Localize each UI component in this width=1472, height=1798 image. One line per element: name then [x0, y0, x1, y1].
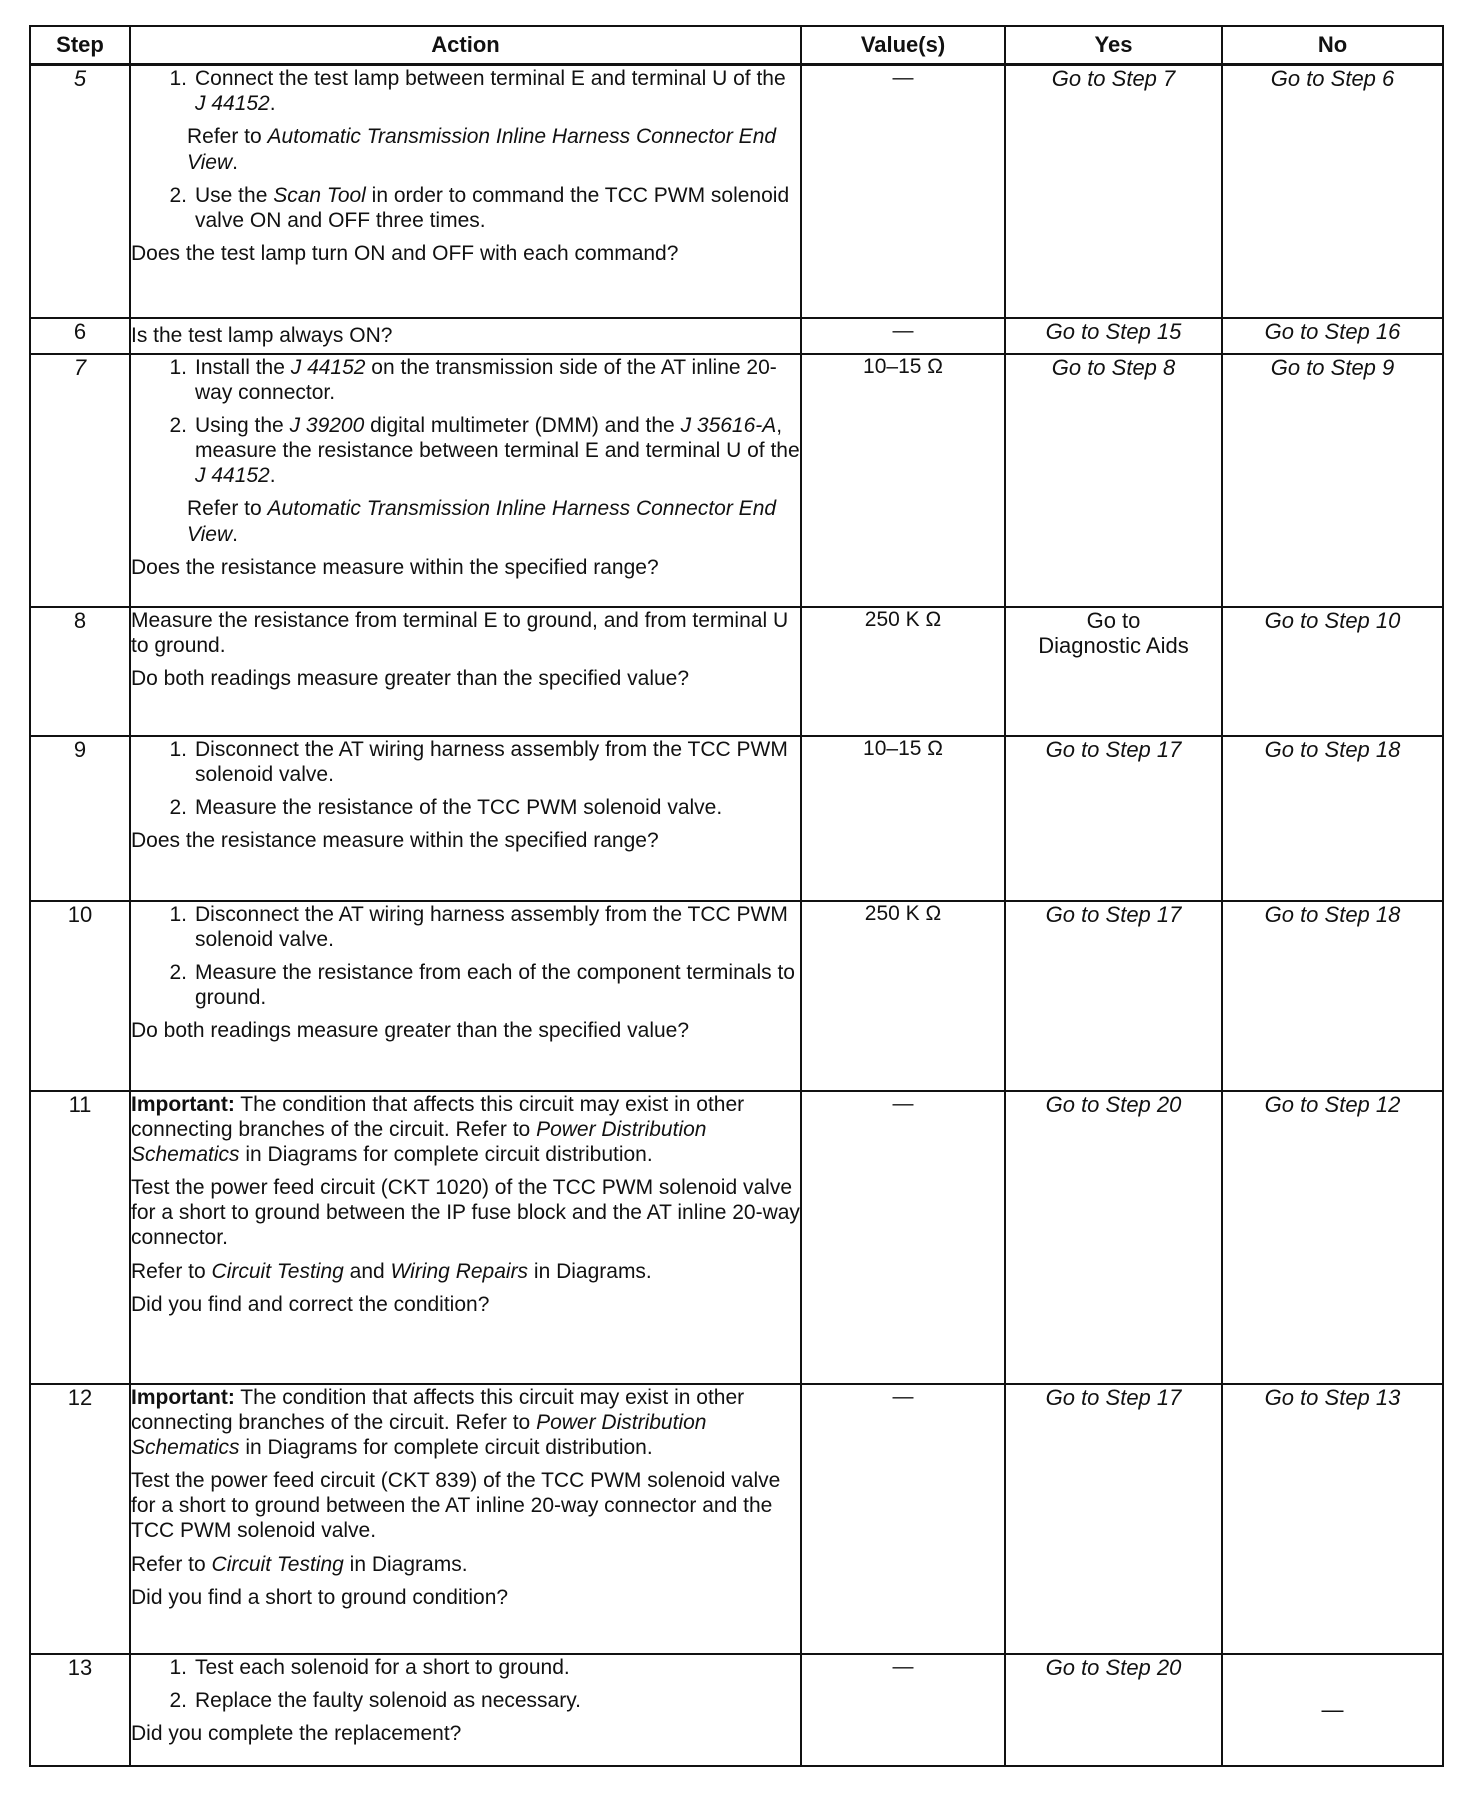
list-item: [131, 355, 800, 405]
action-cell: [130, 1384, 801, 1654]
action-text: .: [269, 464, 276, 488]
list-number: 2.: [169, 795, 187, 819]
list-number: 1.: [169, 737, 187, 761]
yes-result: Go to Step 17: [1005, 901, 1222, 1091]
action-text: Connect the test lamp between terminal E and terminal U of the: [195, 67, 786, 90]
doc-ref: Power Distribution Schematics: [131, 1410, 707, 1459]
step-number: 7: [30, 354, 130, 607]
refer-prefix: Refer to: [131, 1259, 212, 1283]
refer-note: [131, 1259, 800, 1284]
step-number: 6: [30, 318, 130, 354]
list-number: 2.: [169, 960, 187, 984]
list-number: 1.: [169, 1655, 187, 1679]
value-cell: 250 K Ω: [801, 607, 1005, 736]
list-number: 1.: [169, 67, 187, 90]
no-result: Go to Step 9: [1222, 354, 1443, 607]
refer-note: [187, 496, 800, 546]
action-text: Test the power feed circuit (CKT 1020) of the TCC PWM solenoid valve for a short to ground between the IP fuse block and the AT inline 20-way connector.: [131, 1176, 800, 1250]
no-result: Go to Step 18: [1222, 736, 1443, 901]
doc-ref: Wiring Repairs: [390, 1259, 529, 1283]
list-item: [131, 1688, 800, 1713]
refer-prefix: Refer to: [187, 125, 268, 149]
list-number: 2.: [169, 413, 187, 437]
tool-ref: J 44152: [195, 92, 270, 116]
question: Did you find a short to ground condition?: [131, 1585, 509, 1609]
diagnostic-table: [29, 25, 1444, 1767]
refer-prefix: Refer to: [187, 497, 268, 521]
action-text: Measure the resistance of the TCC PWM solenoid valve.: [195, 795, 723, 819]
list-item: [131, 66, 800, 116]
question: Is the test lamp always ON?: [131, 323, 393, 347]
action-text: Disconnect the AT wiring harness assembly from the TCC PWM solenoid valve.: [195, 737, 788, 786]
yes-result: Go to Step 20: [1005, 1654, 1222, 1766]
tool-ref: J 35616-A: [680, 413, 777, 437]
action-text: Measure the resistance from each of the component terminals to ground.: [195, 960, 795, 1010]
no-result: —: [1222, 1654, 1443, 1766]
doc-ref: Power Distribution Schematics: [131, 1117, 707, 1166]
step-number: 12: [30, 1384, 130, 1654]
table-row-step-12: [30, 1384, 1443, 1654]
important-note: [131, 1092, 800, 1168]
action-text: .: [269, 92, 276, 116]
no-result: Go to Step 13: [1222, 1384, 1443, 1654]
step-number: 10: [30, 901, 130, 1091]
yes-result: Go to Step 15: [1005, 318, 1222, 354]
action-cell: [130, 318, 801, 354]
list-number: 1.: [169, 355, 187, 379]
no-result: Go to Step 18: [1222, 901, 1443, 1091]
action-text: , measure the resistance between terminal E and terminal U of the: [195, 413, 800, 463]
list-number: 2.: [169, 183, 187, 207]
value-cell: 250 K Ω: [801, 901, 1005, 1091]
doc-ref: Circuit Testing: [211, 1259, 344, 1283]
action-text: Using the: [195, 413, 290, 437]
doc-ref: Circuit Testing: [211, 1552, 344, 1576]
action-text: Use the: [195, 183, 274, 207]
action-cell: [130, 736, 801, 901]
yes-result: Go to Step 17: [1005, 736, 1222, 901]
action-text: in order to command the TCC PWM solenoid valve ON and OFF three times.: [195, 183, 790, 232]
list-item: [131, 737, 800, 787]
yes-result: Go to Step 20: [1005, 1091, 1222, 1384]
action-text: Install the: [195, 355, 291, 379]
header-yes: Yes: [1005, 26, 1222, 65]
header-action: Action: [130, 26, 801, 65]
table-row-step-7: [30, 354, 1443, 607]
action-text: Measure the resistance from terminal E to ground, and from terminal U to ground.: [131, 608, 789, 657]
table-row-step-6: [30, 318, 1443, 354]
yes-result: Go to Diagnostic Aids: [1005, 607, 1222, 736]
action-cell: [130, 354, 801, 607]
value-cell: —: [801, 1384, 1005, 1654]
action-text: Test the power feed circuit (CKT 839) of the TCC PWM solenoid valve for a short to ground between the AT inline 20-way connector and the TCC PWM solenoid valve.: [131, 1469, 781, 1543]
table-header-row: [30, 26, 1443, 65]
step-number: 5: [30, 65, 130, 318]
list-item: [131, 795, 800, 820]
step-number: 9: [30, 736, 130, 901]
value-cell: —: [801, 1654, 1005, 1766]
list-item: [131, 902, 800, 952]
doc-ref: Automatic Transmission Inline Harness Connector End View: [187, 497, 777, 546]
question: Does the test lamp turn ON and OFF with each command?: [131, 242, 679, 266]
tool-ref: Scan Tool: [273, 183, 366, 207]
important-label: Important:: [131, 1385, 235, 1409]
question: Did you complete the replacement?: [131, 1721, 462, 1745]
question: Does the resistance measure within the specified range?: [131, 555, 659, 579]
refer-end: in Diagrams.: [343, 1552, 468, 1576]
step-number: 11: [30, 1091, 130, 1384]
no-result: Go to Step 10: [1222, 607, 1443, 736]
list-item: [131, 1655, 800, 1680]
list-item: [131, 960, 800, 1010]
question: Do both readings measure greater than the specified value?: [131, 1019, 690, 1043]
value-cell: —: [801, 65, 1005, 318]
table-row-step-13: [30, 1654, 1443, 1766]
action-text: on the transmission side of the AT inline 20-way connector.: [195, 355, 777, 404]
yes-result: Go to Step 17: [1005, 1384, 1222, 1654]
important-note: [131, 1385, 800, 1461]
table-row-step-10: [30, 901, 1443, 1091]
action-text: Disconnect the AT wiring harness assembly from the TCC PWM solenoid valve.: [195, 902, 788, 951]
tool-ref: J 39200: [289, 413, 365, 437]
refer-note: [131, 1552, 800, 1577]
table-row-step-5: [30, 65, 1443, 318]
refer-end: .: [232, 150, 238, 174]
refer-end: in Diagrams.: [528, 1259, 652, 1283]
list-item: [131, 413, 800, 489]
doc-ref: Automatic Transmission Inline Harness Connector End View: [187, 125, 777, 174]
question: Do both readings measure greater than the specified value?: [131, 666, 690, 690]
table-row-step-8: [30, 607, 1443, 736]
header-no: No: [1222, 26, 1443, 65]
tool-ref: J 44152: [290, 355, 366, 379]
value-cell: —: [801, 318, 1005, 354]
action-cell: [130, 65, 801, 318]
important-label: Important:: [131, 1092, 235, 1116]
refer-prefix: Refer to: [131, 1552, 212, 1576]
note-text: in Diagrams for complete circuit distribution.: [239, 1435, 653, 1459]
step-number: 8: [30, 607, 130, 736]
yes-result: Go to Step 7: [1005, 65, 1222, 318]
table-row-step-11: [30, 1091, 1443, 1384]
action-text: digital multimeter (DMM) and the: [364, 413, 681, 437]
action-text: Test each solenoid for a short to ground.: [195, 1655, 570, 1679]
no-result: Go to Step 12: [1222, 1091, 1443, 1384]
refer-joiner: and: [343, 1259, 391, 1283]
action-cell: [130, 607, 801, 736]
header-values: Value(s): [801, 26, 1005, 65]
action-cell: [130, 901, 801, 1091]
action-text: Replace the faulty solenoid as necessary.: [195, 1688, 581, 1712]
question: Did you find and correct the condition?: [131, 1292, 490, 1316]
action-cell: [130, 1091, 801, 1384]
list-number: 1.: [169, 902, 187, 926]
note-text: The condition that affects this circuit may exist in other connecting branches of the circuit. Refer to: [131, 1092, 745, 1141]
note-text: The condition that affects this circuit may exist in other connecting branches of the circuit. Refer to: [131, 1385, 745, 1434]
step-number: 13: [30, 1654, 130, 1766]
table-row-step-9: [30, 736, 1443, 901]
refer-note: [187, 124, 800, 174]
yes-result: Go to Step 8: [1005, 354, 1222, 607]
value-cell: 10–15 Ω: [801, 736, 1005, 901]
header-step: Step: [30, 26, 130, 65]
note-text: in Diagrams for complete circuit distribution.: [239, 1142, 653, 1166]
refer-end: .: [232, 522, 238, 546]
no-result: Go to Step 6: [1222, 65, 1443, 318]
action-cell: [130, 1654, 801, 1766]
list-number: 2.: [169, 1688, 187, 1712]
list-item: [131, 183, 800, 233]
no-result: Go to Step 16: [1222, 318, 1443, 354]
value-cell: 10–15 Ω: [801, 354, 1005, 607]
value-cell: —: [801, 1091, 1005, 1384]
tool-ref: J 44152: [195, 464, 270, 488]
question: Does the resistance measure within the specified range?: [131, 829, 659, 853]
